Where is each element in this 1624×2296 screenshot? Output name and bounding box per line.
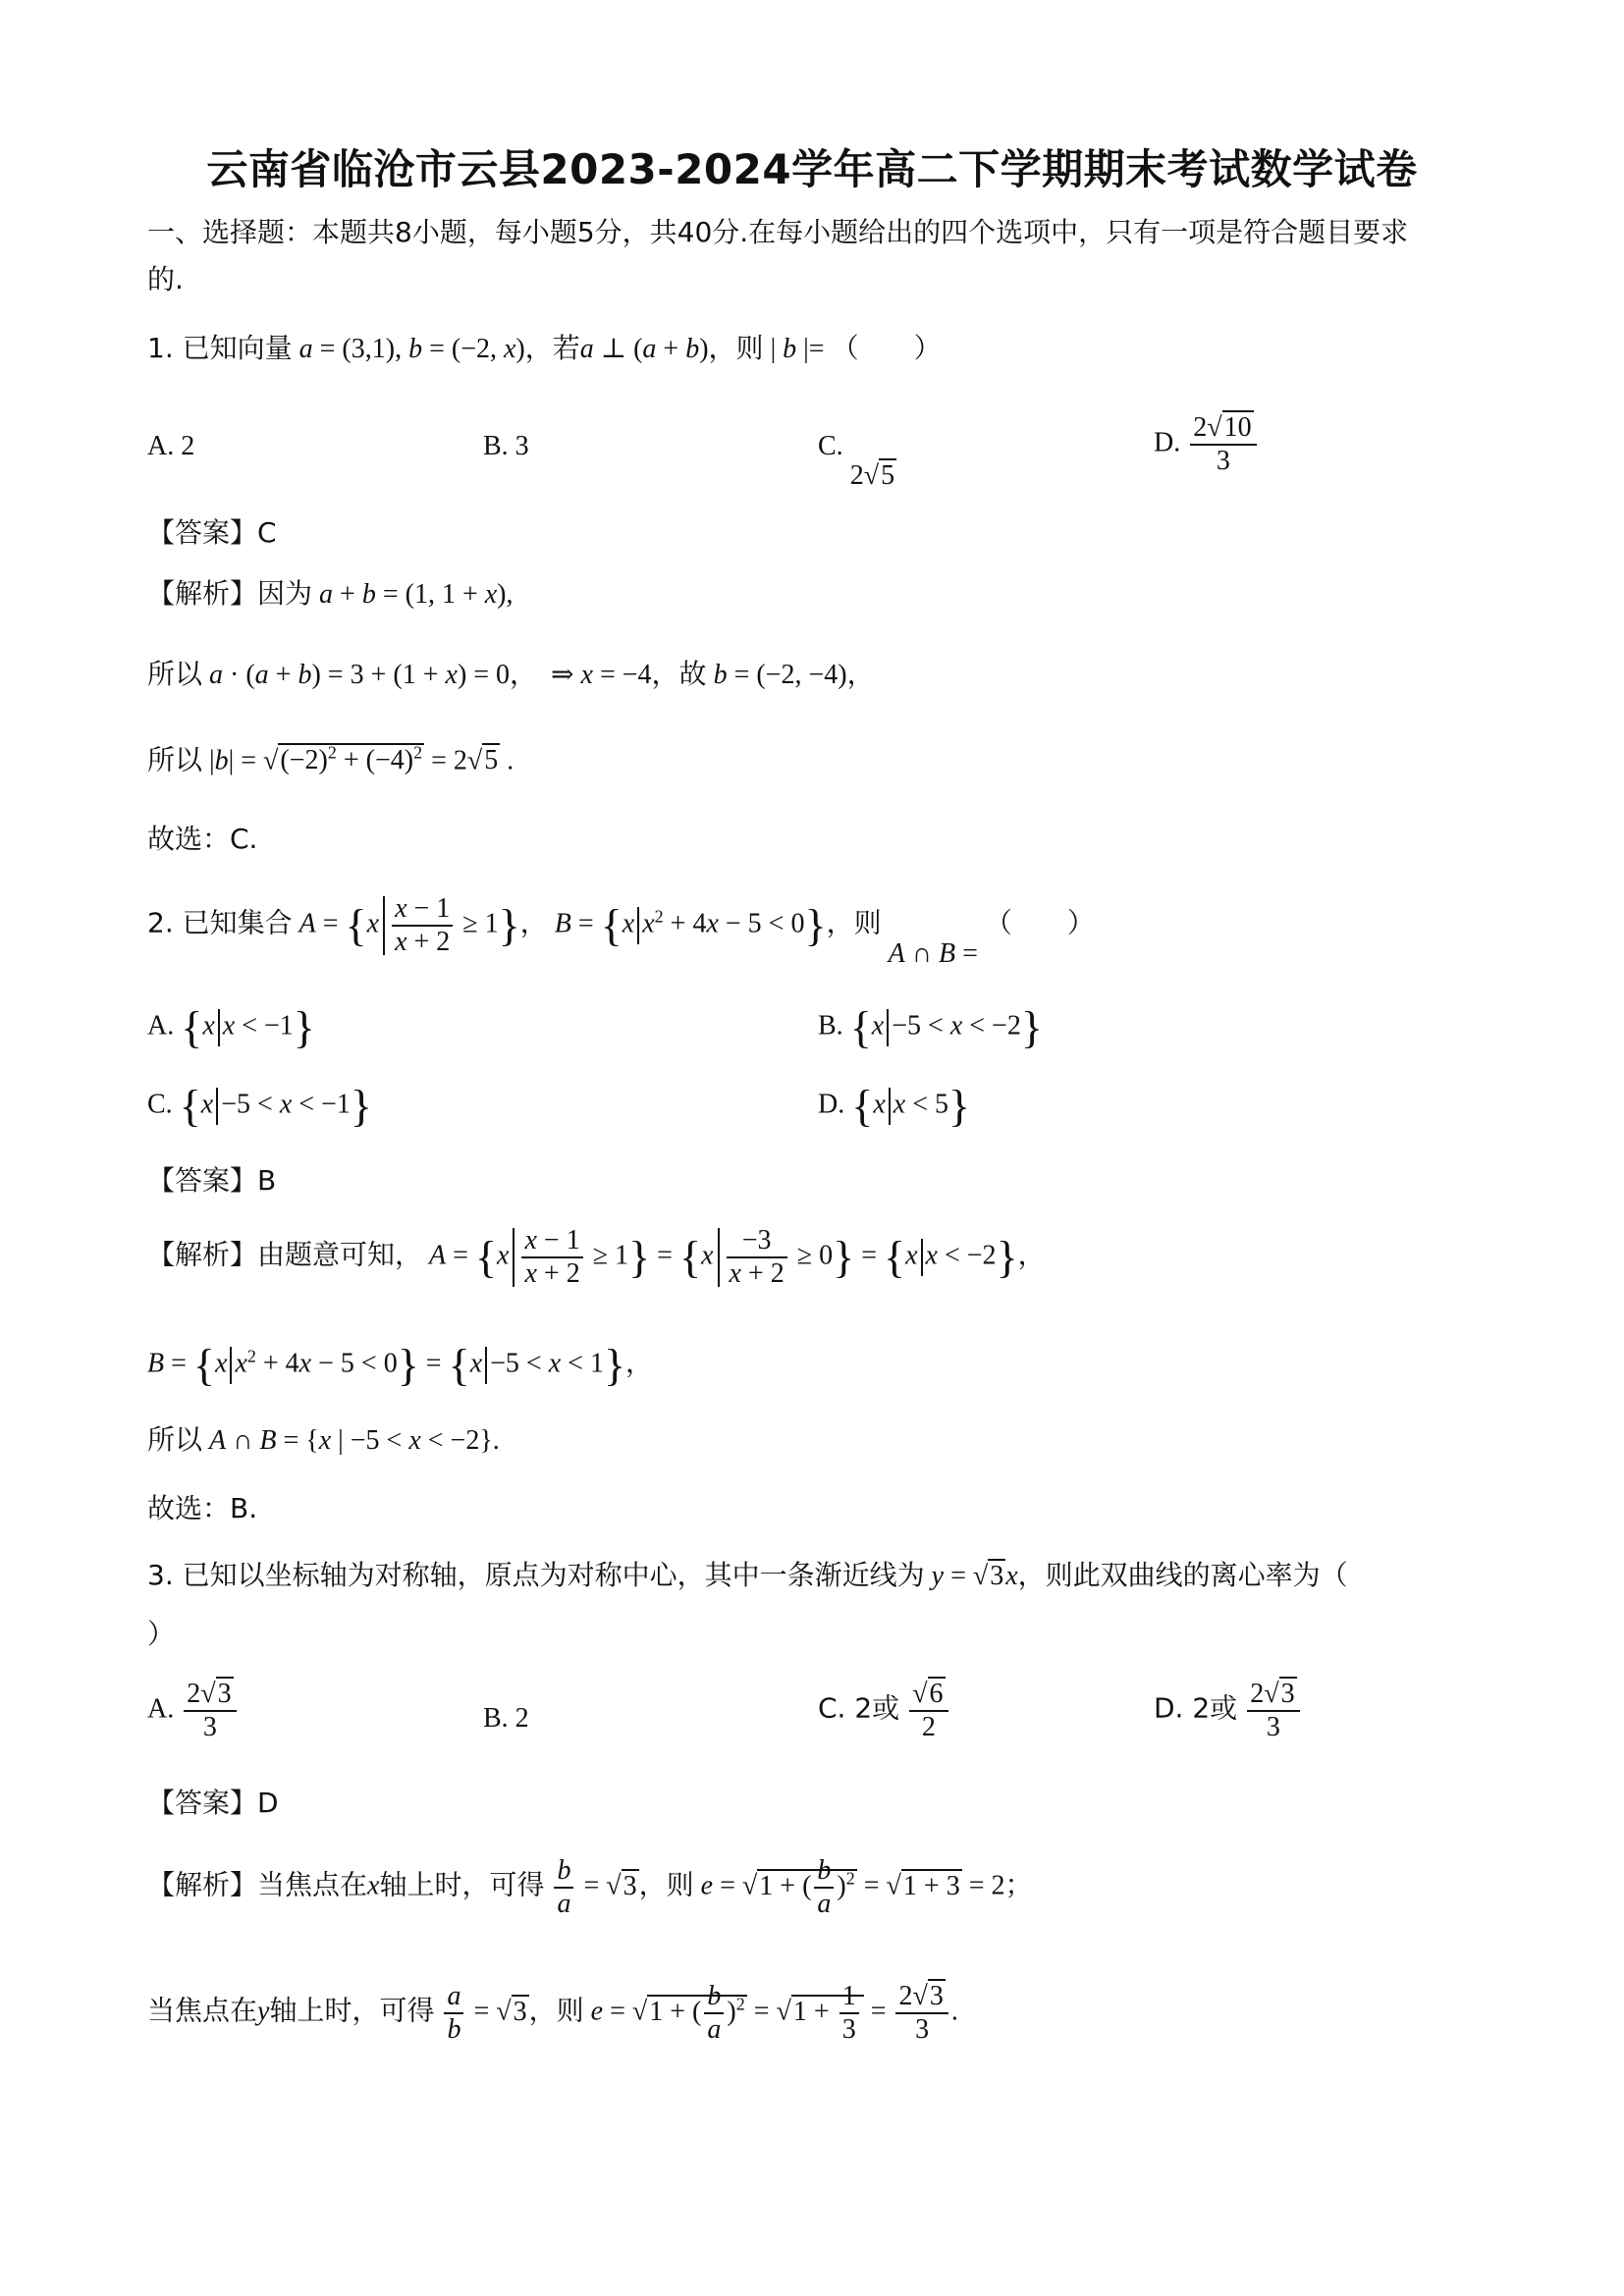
q3-answer: 【答案】D bbox=[147, 1787, 279, 1819]
q2-option-a: A. {x x < −1} bbox=[147, 1002, 315, 1052]
q2-answer: 【答案】B bbox=[147, 1164, 277, 1197]
q1-option-b: B. 3 bbox=[483, 431, 529, 461]
q2-analysis-line1: 【解析】由题意可知， A = {x $\frac{x - 1}{x + 2}$ ≥ 1} = {x $\frac{-3}{x + 2}$ ≥ 0} = {x x < −2}， bbox=[147, 1225, 1046, 1290]
q1-stem: 1. 已知向量 a = (3,1), b = (−2, x)，若a ⊥ (a + b)，则 | b |= （ ） bbox=[147, 332, 942, 364]
q1-choose: 故选：C. bbox=[147, 823, 258, 855]
q3-analysis-line1: 【解析】当焦点在x轴上时，可得 $\frac{b}{a}$ = √3，则 e = √1 + ( $\frac{b}{a}$ )$^2$ = √1 + 3 = 2； bbox=[147, 1855, 1033, 1920]
q3-option-a: A. $\frac{2√3}{3}$ bbox=[147, 1679, 240, 1743]
q3-option-c: C. 2或 $\frac{√6}{2}$ bbox=[818, 1679, 951, 1743]
q2-analysis-line2: B = {x $x^2 + 4x - 5 < 0\} = \{x -5 < x < 1\}$， bbox=[147, 1340, 654, 1390]
q1-option-d: D. $\frac{2√10}{3}$ bbox=[1154, 412, 1260, 477]
q2-option-b: B. {x −5 < x < −2} bbox=[818, 1002, 1043, 1052]
q2-paren: （ ） bbox=[984, 906, 1095, 939]
q1-analysis-line1: 【解析】因为 a + b = (1, 1 + x), bbox=[147, 577, 514, 610]
q1-answer: 【答案】C bbox=[147, 516, 277, 549]
q3-stem: 3. 已知以坐标轴为对称轴，原点为对称中心，其中一条渐近线为 y = √3x，则此双曲线的离心率为（ bbox=[147, 1559, 1348, 1591]
section-instructions-line2: 的. bbox=[147, 263, 184, 295]
q2-option-d: D. {x x < 5} bbox=[818, 1081, 971, 1131]
q2-option-c: C. {x −5 < x < −1} bbox=[147, 1081, 372, 1131]
q1-option-c: C. 2√5 bbox=[818, 431, 895, 491]
q2-analysis-line3: 所以 A ∩ B = {x | −5 < x < −2}. bbox=[147, 1423, 500, 1456]
q1-analysis-line2: 所以 a · (a + b) = 3 + (1 + x) = 0， ⇒ x = −4，故 b = (−2, −4)， bbox=[147, 658, 875, 690]
q1-paren: （ ） bbox=[831, 332, 942, 364]
section-instructions-line1: 一、选择题：本题共8小题，每小题5分，共40分.在每小题给出的四个选项中，只有一项是符合题目要求 bbox=[147, 216, 1409, 248]
q1-stem-prefix: 1. 已知向量 bbox=[147, 332, 293, 364]
q2-choose: 故选：B. bbox=[147, 1492, 258, 1524]
q3-option-d: D. 2或 $\frac{2√3}{3}$ bbox=[1154, 1679, 1303, 1743]
q1-option-a: A. 2 bbox=[147, 431, 195, 461]
page-title: 云南省临沧市云县2023-2024学年高二下学期期末考试数学试卷 bbox=[206, 145, 1418, 193]
q3-option-b: B. 2 bbox=[483, 1703, 529, 1734]
q3-stem-close: ） bbox=[147, 1618, 176, 1650]
q2-stem: 2. 已知集合 A = {x $\frac{x - 1}{x + 2}$ ≥ 1}， B = {x $x^2 + 4x - 5 < 0$}，则 A ∩ B = （ ） bbox=[147, 893, 1095, 969]
q3-analysis-line2: 当焦点在y轴上时，可得 $\frac{a}{b}$ = √3，则 e = √1 + ( $\frac{b}{a}$ )$^2$ = √1 + $\frac{1}{3}$ = $\frac{2√3}{3}$ . bbox=[147, 1981, 958, 2046]
q1-analysis-line3: 所以 $|b| = √(-2)^2 + (-4)^2 = 2√5$ . bbox=[147, 743, 514, 776]
